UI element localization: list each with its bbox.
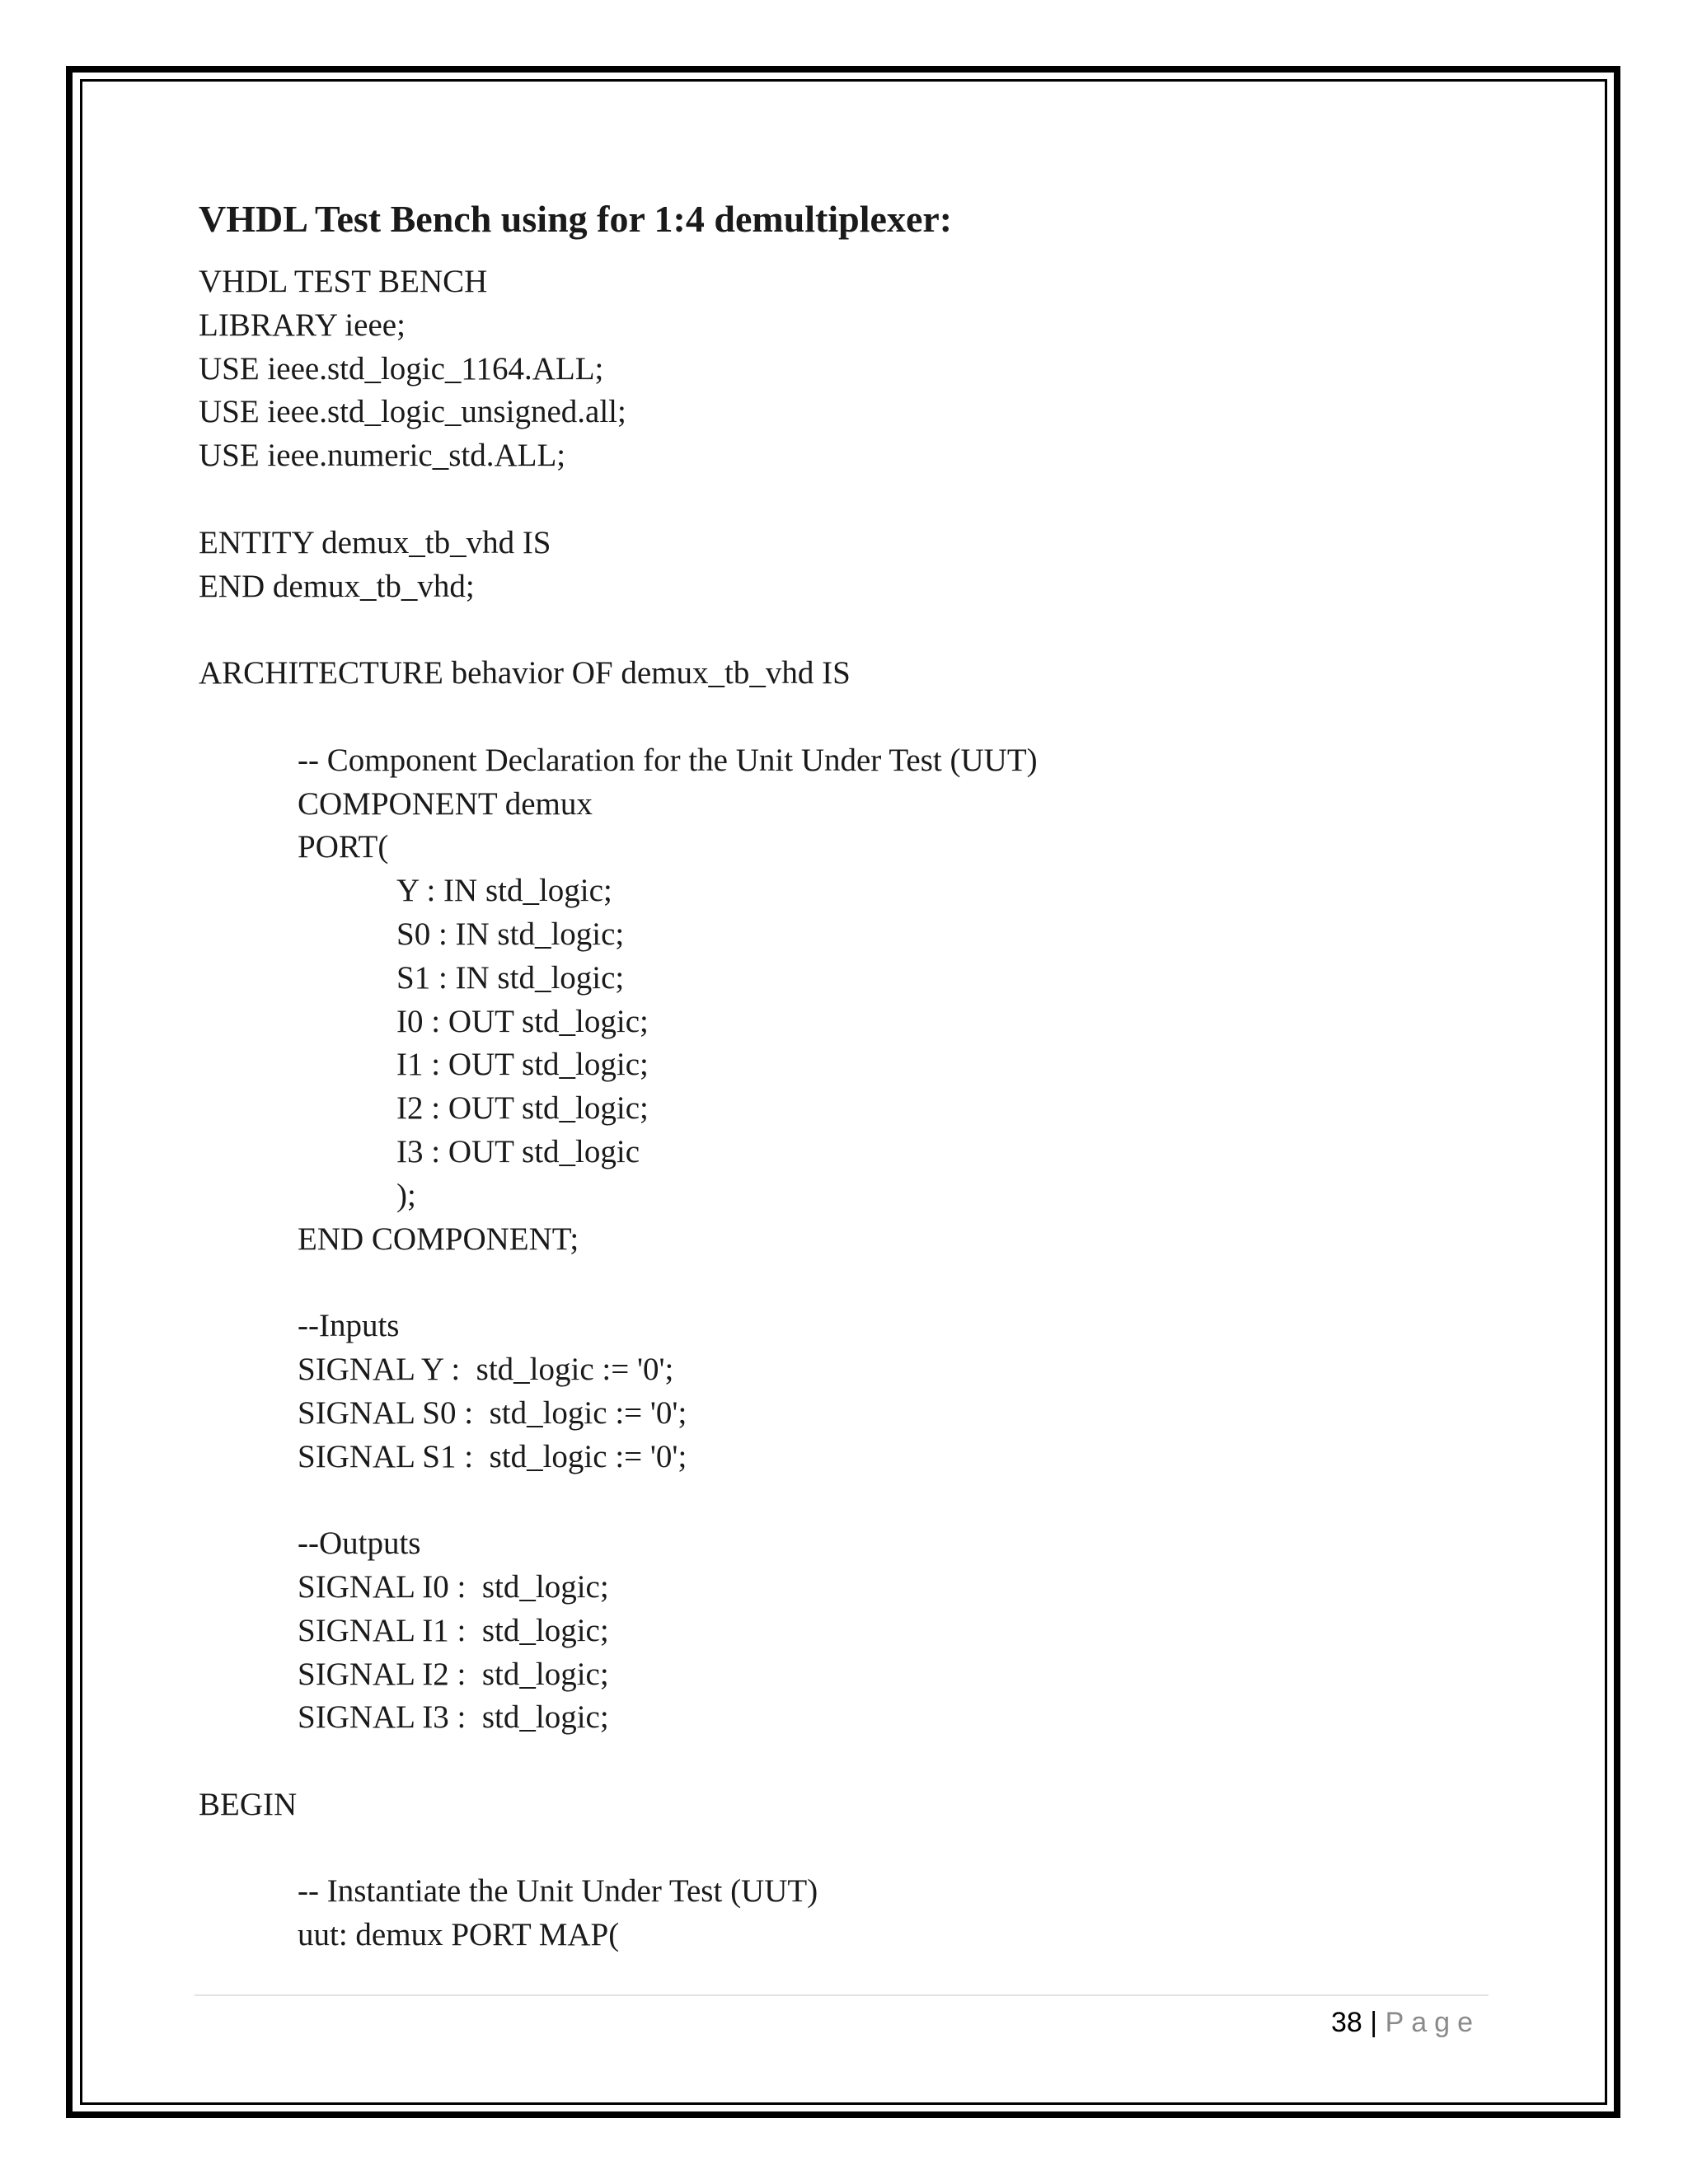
code-block <box>199 260 1484 1957</box>
code-line: COMPONENT demux <box>298 785 593 822</box>
code-line: S1 : IN std_logic; <box>396 959 625 996</box>
code-line: USE ieee.std_logic_1164.ALL; <box>199 350 604 387</box>
blank-line <box>199 478 1484 522</box>
code-line: BEGIN <box>199 1786 298 1822</box>
page-number: 38 <box>1331 2007 1362 2038</box>
code-line: I0 : OUT std_logic; <box>396 1003 649 1039</box>
code-line: SIGNAL I2 : std_logic; <box>298 1656 609 1692</box>
code-line: -- Instantiate the Unit Under Test (UUT) <box>298 1873 818 1910</box>
footer-rule <box>195 1994 1489 1996</box>
code-line: --Outputs <box>298 1526 421 1562</box>
blank-line <box>199 608 1484 652</box>
blank-line <box>199 1479 1484 1522</box>
code-line: I1 : OUT std_logic; <box>396 1047 649 1083</box>
code-line: SIGNAL I3 : std_logic; <box>298 1699 609 1736</box>
code-line: ENTITY demux_tb_vhd IS <box>199 524 551 560</box>
code-line: PORT( <box>298 829 389 865</box>
code-line: END demux_tb_vhd; <box>199 568 475 604</box>
blank-line <box>199 1261 1484 1305</box>
blank-line <box>199 1740 1484 1783</box>
code-line: ); <box>396 1177 416 1213</box>
code-line: SIGNAL Y : std_logic := '0'; <box>298 1351 674 1387</box>
section-heading: VHDL Test Bench using for 1:4 demultiplexer: <box>199 198 953 240</box>
code-line: SIGNAL I1 : std_logic; <box>298 1612 609 1648</box>
code-line: --Inputs <box>298 1308 400 1344</box>
code-line: I3 : OUT std_logic <box>396 1133 640 1169</box>
code-line: Y : IN std_logic; <box>396 873 612 909</box>
code-line: USE ieee.numeric_std.ALL; <box>199 438 566 474</box>
code-line: LIBRARY ieee; <box>199 307 406 343</box>
code-line: VHDL TEST BENCH <box>199 264 488 299</box>
footer-separator: | <box>1370 2007 1378 2038</box>
code-line: I2 : OUT std_logic; <box>396 1090 649 1127</box>
code-line: SIGNAL I0 : std_logic; <box>298 1568 609 1605</box>
blank-line <box>199 1827 1484 1871</box>
blank-line <box>199 696 1484 739</box>
code-line: S0 : IN std_logic; <box>396 916 625 952</box>
code-line: SIGNAL S0 : std_logic := '0'; <box>298 1394 687 1431</box>
page-content <box>199 193 1484 1957</box>
code-line: -- Component Declaration for the Unit Under Test (UUT) <box>298 742 1038 778</box>
code-line: USE ieee.std_logic_unsigned.all; <box>199 394 626 430</box>
code-line: uut: demux PORT MAP( <box>298 1917 620 1953</box>
code-line: END COMPONENT; <box>298 1221 579 1257</box>
page-footer <box>1331 2003 1480 2042</box>
page-label: Page <box>1385 2007 1480 2038</box>
code-line: ARCHITECTURE behavior OF demux_tb_vhd IS <box>199 655 851 691</box>
code-line: SIGNAL S1 : std_logic := '0'; <box>298 1438 687 1474</box>
